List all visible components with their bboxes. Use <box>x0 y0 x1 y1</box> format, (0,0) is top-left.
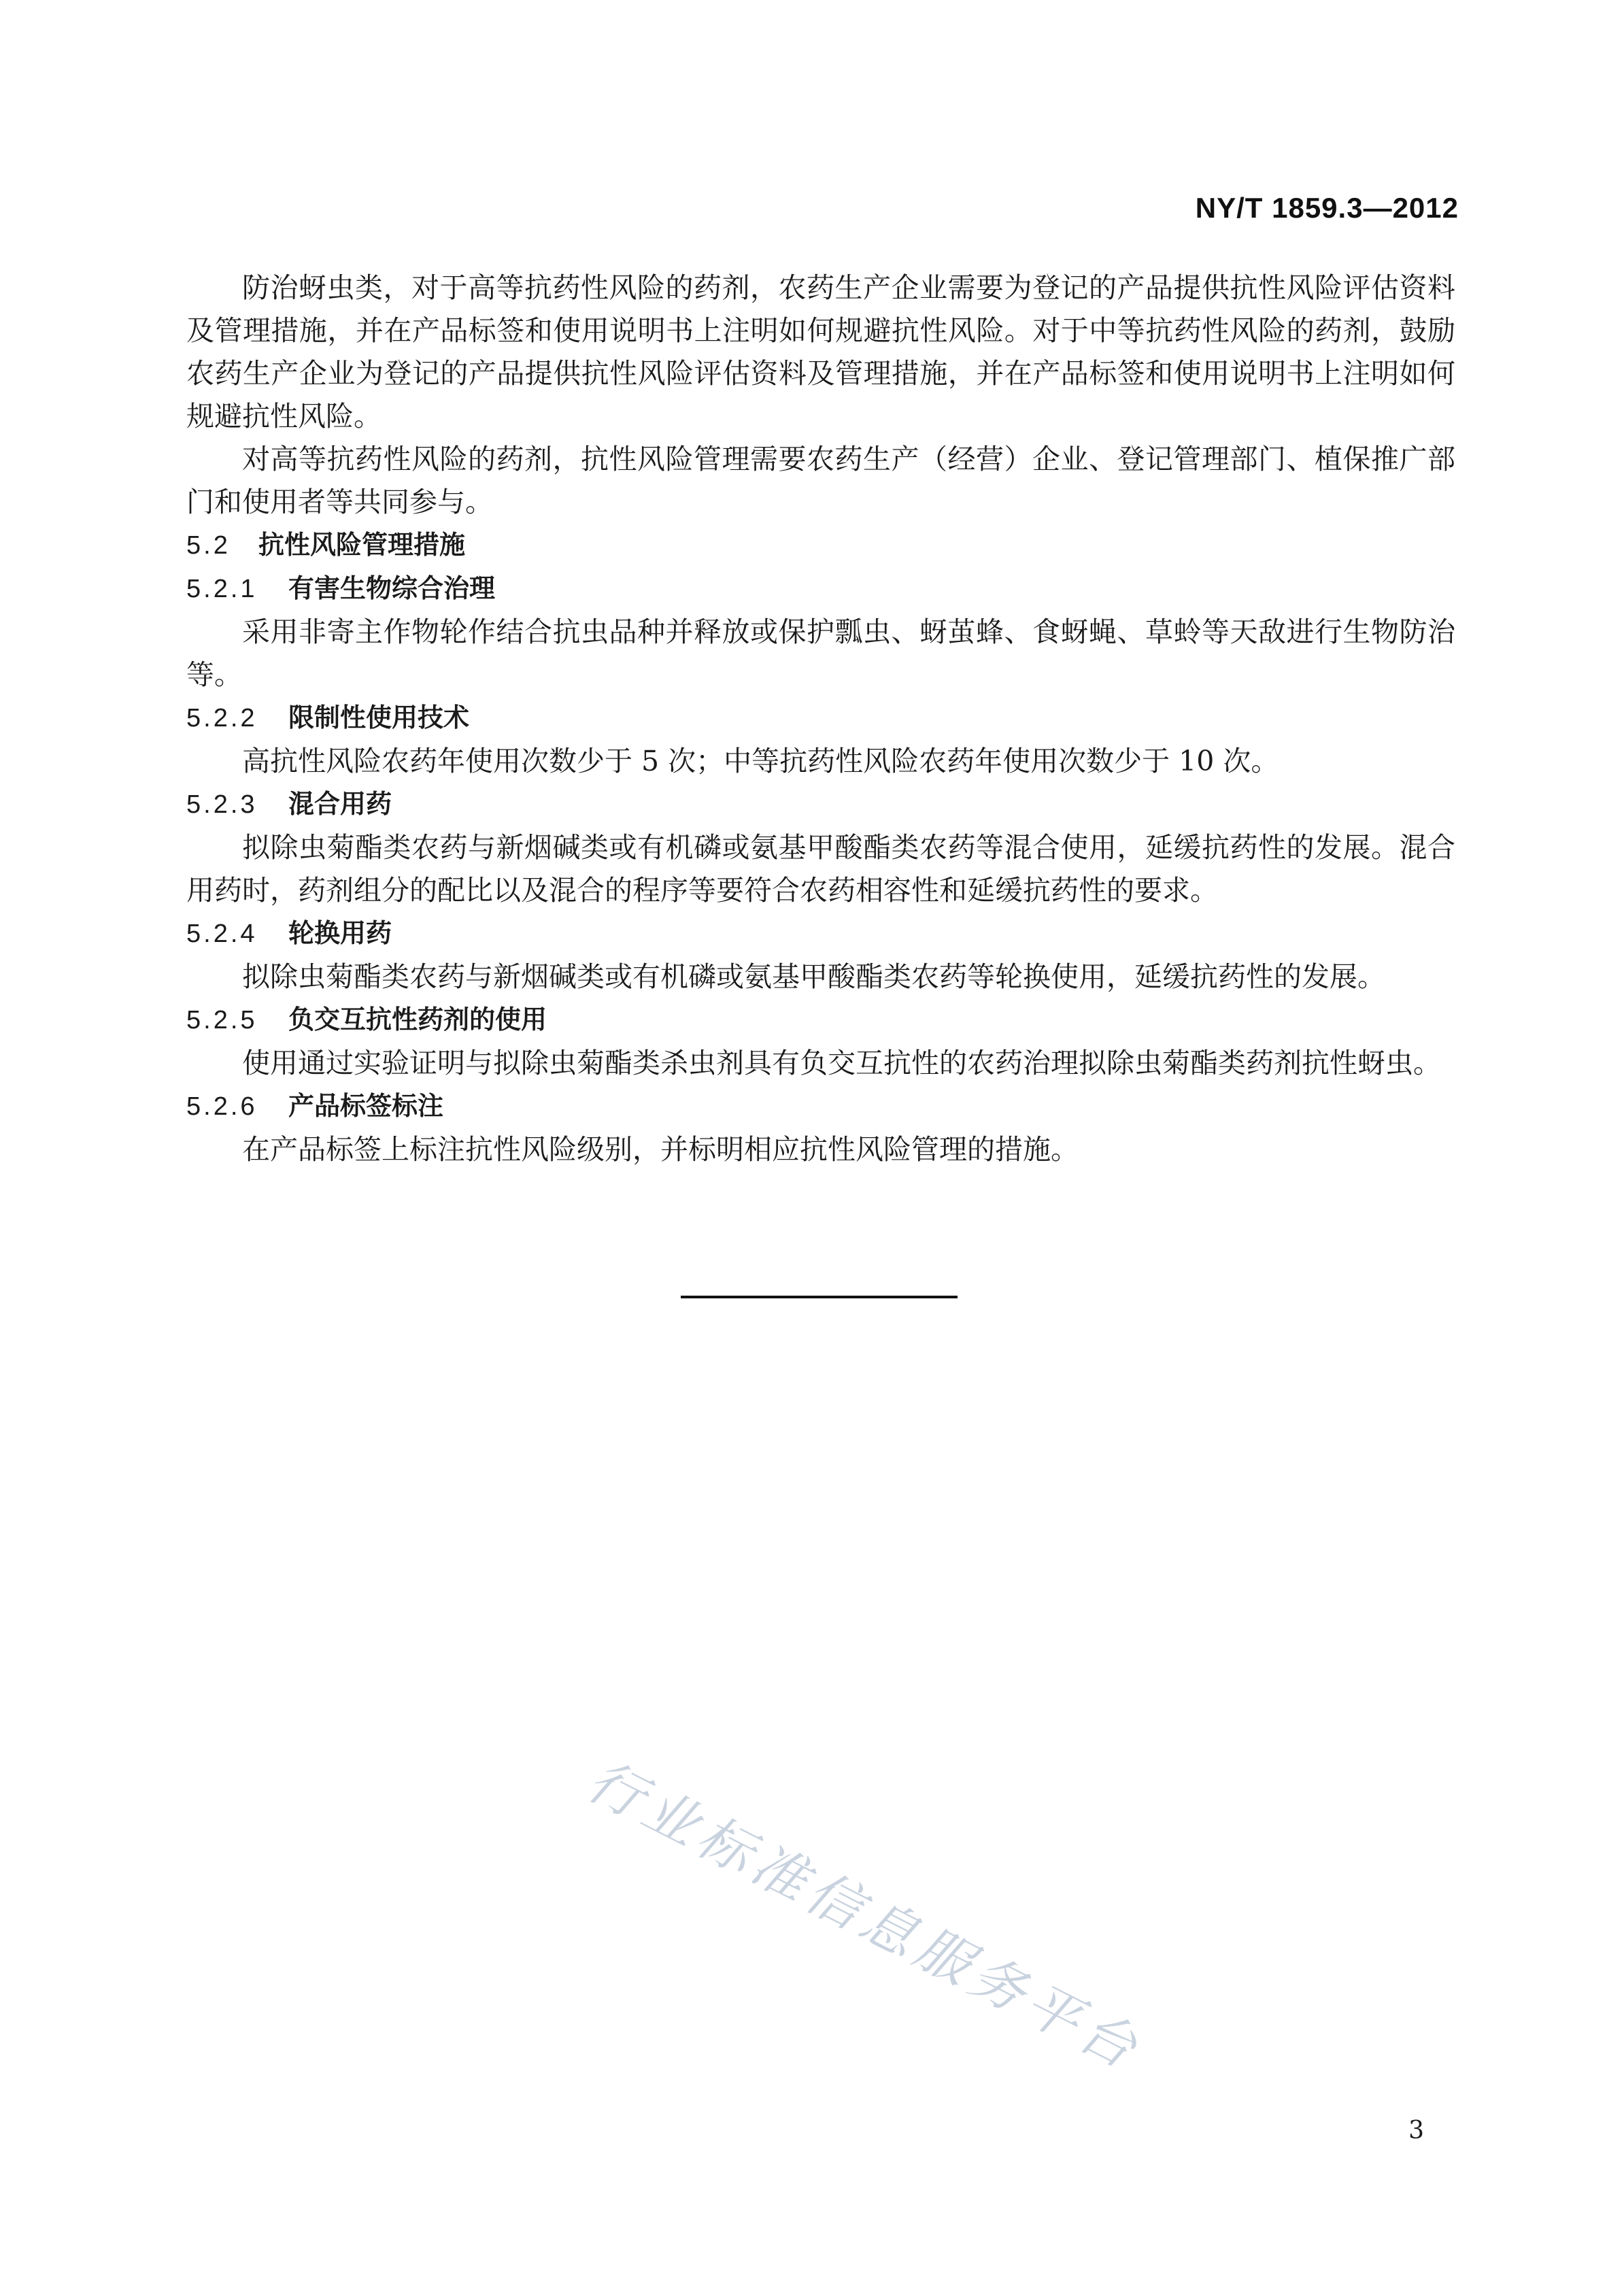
watermark: 行业标准信息服务平台 <box>577 1749 1152 2083</box>
paragraph-stakeholders: 对高等抗药性风险的药剂，抗性风险管理需要农药生产（经营）企业、登记管理部门、植保推广部门和使用者等共同参与。 <box>186 443 1455 518</box>
section-heading-5-2 <box>186 524 1455 567</box>
subsection-title: 负交互抗性药剂的使用 <box>288 1005 547 1034</box>
section-number: 5.2 <box>186 531 231 560</box>
subsection-title: 混合用药 <box>288 789 392 819</box>
subsection-heading-5-2-4 <box>186 912 1455 956</box>
section-title: 抗性风险管理措施 <box>258 530 466 560</box>
subsection-heading-5-2-5 <box>186 998 1455 1042</box>
subsection-heading-5-2-2 <box>186 696 1455 740</box>
subsection-number: 5.2.2 <box>186 704 258 733</box>
paragraph-resistance-requirements: 防治蚜虫类，对于高等抗药性风险的药剂，农药生产企业需要为登记的产品提供抗性风险评估资料及管理措施，并在产品标签和使用说明书上注明如何规避抗性风险。对于中等抗药性风险的药剂，鼓励农药生产企业为登记的产品提供抗性风险评估资料及管理措施，并在产品标签和使用说明书上注明如何规避抗性风险。 <box>186 271 1455 433</box>
page-number: 3 <box>1408 2117 1424 2144</box>
subsection-text: 采用非寄主作物轮作结合抗虫品种并释放或保护瓢虫、蚜茧蜂、食蚜蝇、草蛉等天敌进行生物防治等。 <box>186 616 1455 691</box>
subsection-text: 拟除虫菊酯类农药与新烟碱类或有机磷或氨基甲酸酯类农药等混合使用，延缓抗药性的发展。混合用药时，药剂组分的配比以及混合的程序等要符合农药相容性和延缓抗药性的要求。 <box>186 831 1455 907</box>
subsection-number: 5.2.1 <box>186 575 258 603</box>
subsection-text: 高抗性风险农药年使用次数少于 5 次；中等抗药性风险农药年使用次数少于 10 次。 <box>242 745 1279 777</box>
subsection-number: 5.2.6 <box>186 1092 258 1121</box>
end-of-document-rule <box>681 1296 958 1298</box>
subsection-text: 使用通过实验证明与拟除虫菊酯类杀虫剂具有负交互抗性的农药治理拟除虫菊酯类药剂抗性蚜虫。 <box>242 1047 1441 1079</box>
subsection-text: 在产品标签上标注抗性风险级别，并标明相应抗性风险管理的措施。 <box>242 1133 1079 1166</box>
subsection-heading-5-2-3 <box>186 783 1455 826</box>
subsection-number: 5.2.5 <box>186 1006 258 1034</box>
subsection-title: 限制性使用技术 <box>288 703 470 733</box>
subsection-number: 5.2.3 <box>186 790 258 819</box>
subsection-heading-5-2-6 <box>186 1085 1455 1128</box>
subsection-title: 产品标签标注 <box>288 1091 444 1121</box>
subsection-number: 5.2.4 <box>186 920 258 948</box>
standard-code: NY/T 1859.3—2012 <box>1195 192 1459 224</box>
subsection-text: 拟除虫菊酯类农药与新烟碱类或有机磷或氨基甲酸酯类农药等轮换使用，延缓抗药性的发展。 <box>242 960 1385 993</box>
subsection-title: 轮换用药 <box>288 918 392 948</box>
subsection-title: 有害生物综合治理 <box>288 573 496 603</box>
subsection-heading-5-2-1 <box>186 567 1455 611</box>
document-body <box>186 267 1455 1171</box>
